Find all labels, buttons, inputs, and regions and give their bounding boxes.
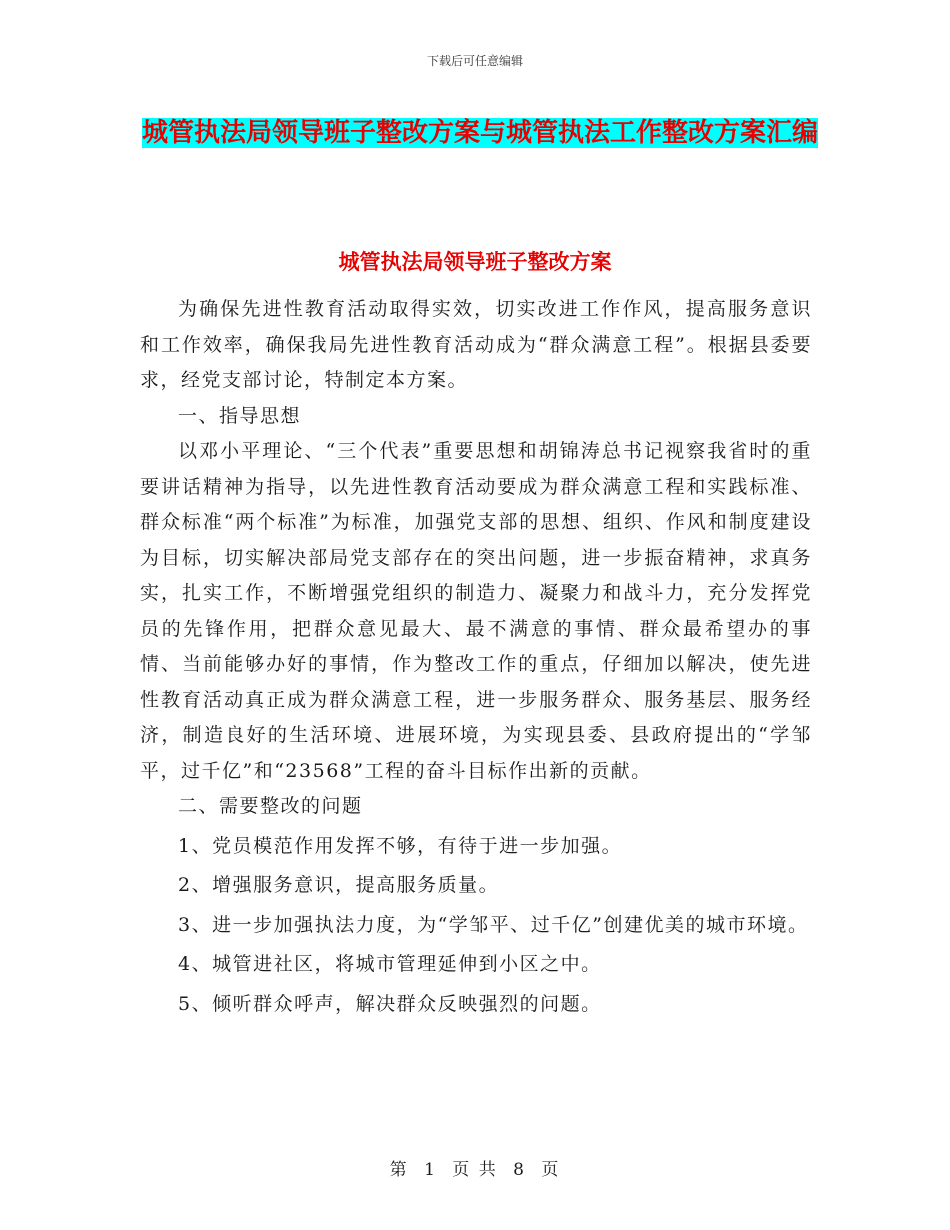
footer-page-number: 1 [424,1160,437,1180]
document-title-text: 城管执法局领导班子整改方案与城管执法工作整改方案汇编 [141,118,818,148]
paragraph: 3、进一步加强执法力度，为“学邹平、过千亿”创建优美的城市环境。 [178,913,809,936]
footer-suffix: 页 [541,1160,561,1180]
footer-total-pages: 8 [513,1160,526,1180]
document-title [140,110,820,157]
paragraph: 1、党员模范作用发挥不够，有待于进一步加强。 [178,834,623,857]
paragraph: 一、指导思想 [178,404,302,427]
paragraph: 2、增强服务意识，提高服务质量。 [178,874,500,896]
section-title: 城管执法局领导班子整改方案 [338,249,612,274]
paragraph: 5、倾听群众呼声，解决群众反映强烈的问题。 [178,992,602,1015]
header-note: 下载后可任意编辑 [426,54,523,68]
page-footer [0,1155,950,1180]
footer-middle: 页 共 [452,1160,498,1180]
document-body [140,292,812,1022]
paragraph: 以邓小平理论、“三个代表”重要思想和胡锦涛总书记视察我省时的重要讲话精神为指导，以先进性教育活动要成为群众满意工程和实践标准、群众标准“两个标准”为标准，加强党支部的思想、组织、作风和制度建设为目标，切实解决部局党支部存在的突出问题，进一步振奋精神，求真务实，扎实工作，不断增强党组织的制造力、凝聚力和战斗力，充分发挥党员的先锋作用，把群众意见最大、最不满意的事情、群众最希望办的事情、当前能够办好的事情，作为整改工作的重点，仔细加以解决，使先进性教育活动真正成为群众满意工程，进一步服务群众、服务基层、服务经济，制造良好的生活环境、进展环境，为实现县委、县政府提出的“学邹平，过千亿”和“23568”工程的奋斗目标作出新的贡献。 [140,440,812,782]
paragraph: 二、需要整改的问题 [178,795,363,817]
footer-prefix: 第 [389,1160,409,1180]
paragraph: 为确保先进性教育活动取得实效，切实改进工作作风，提高服务意识和工作效率，确保我局先进性教育活动成为“群众满意工程”。根据县委要求，经党支部讨论，特制定本方案。 [140,298,812,391]
paragraph: 4、城管进社区，将城市管理延伸到小区之中。 [178,953,602,975]
